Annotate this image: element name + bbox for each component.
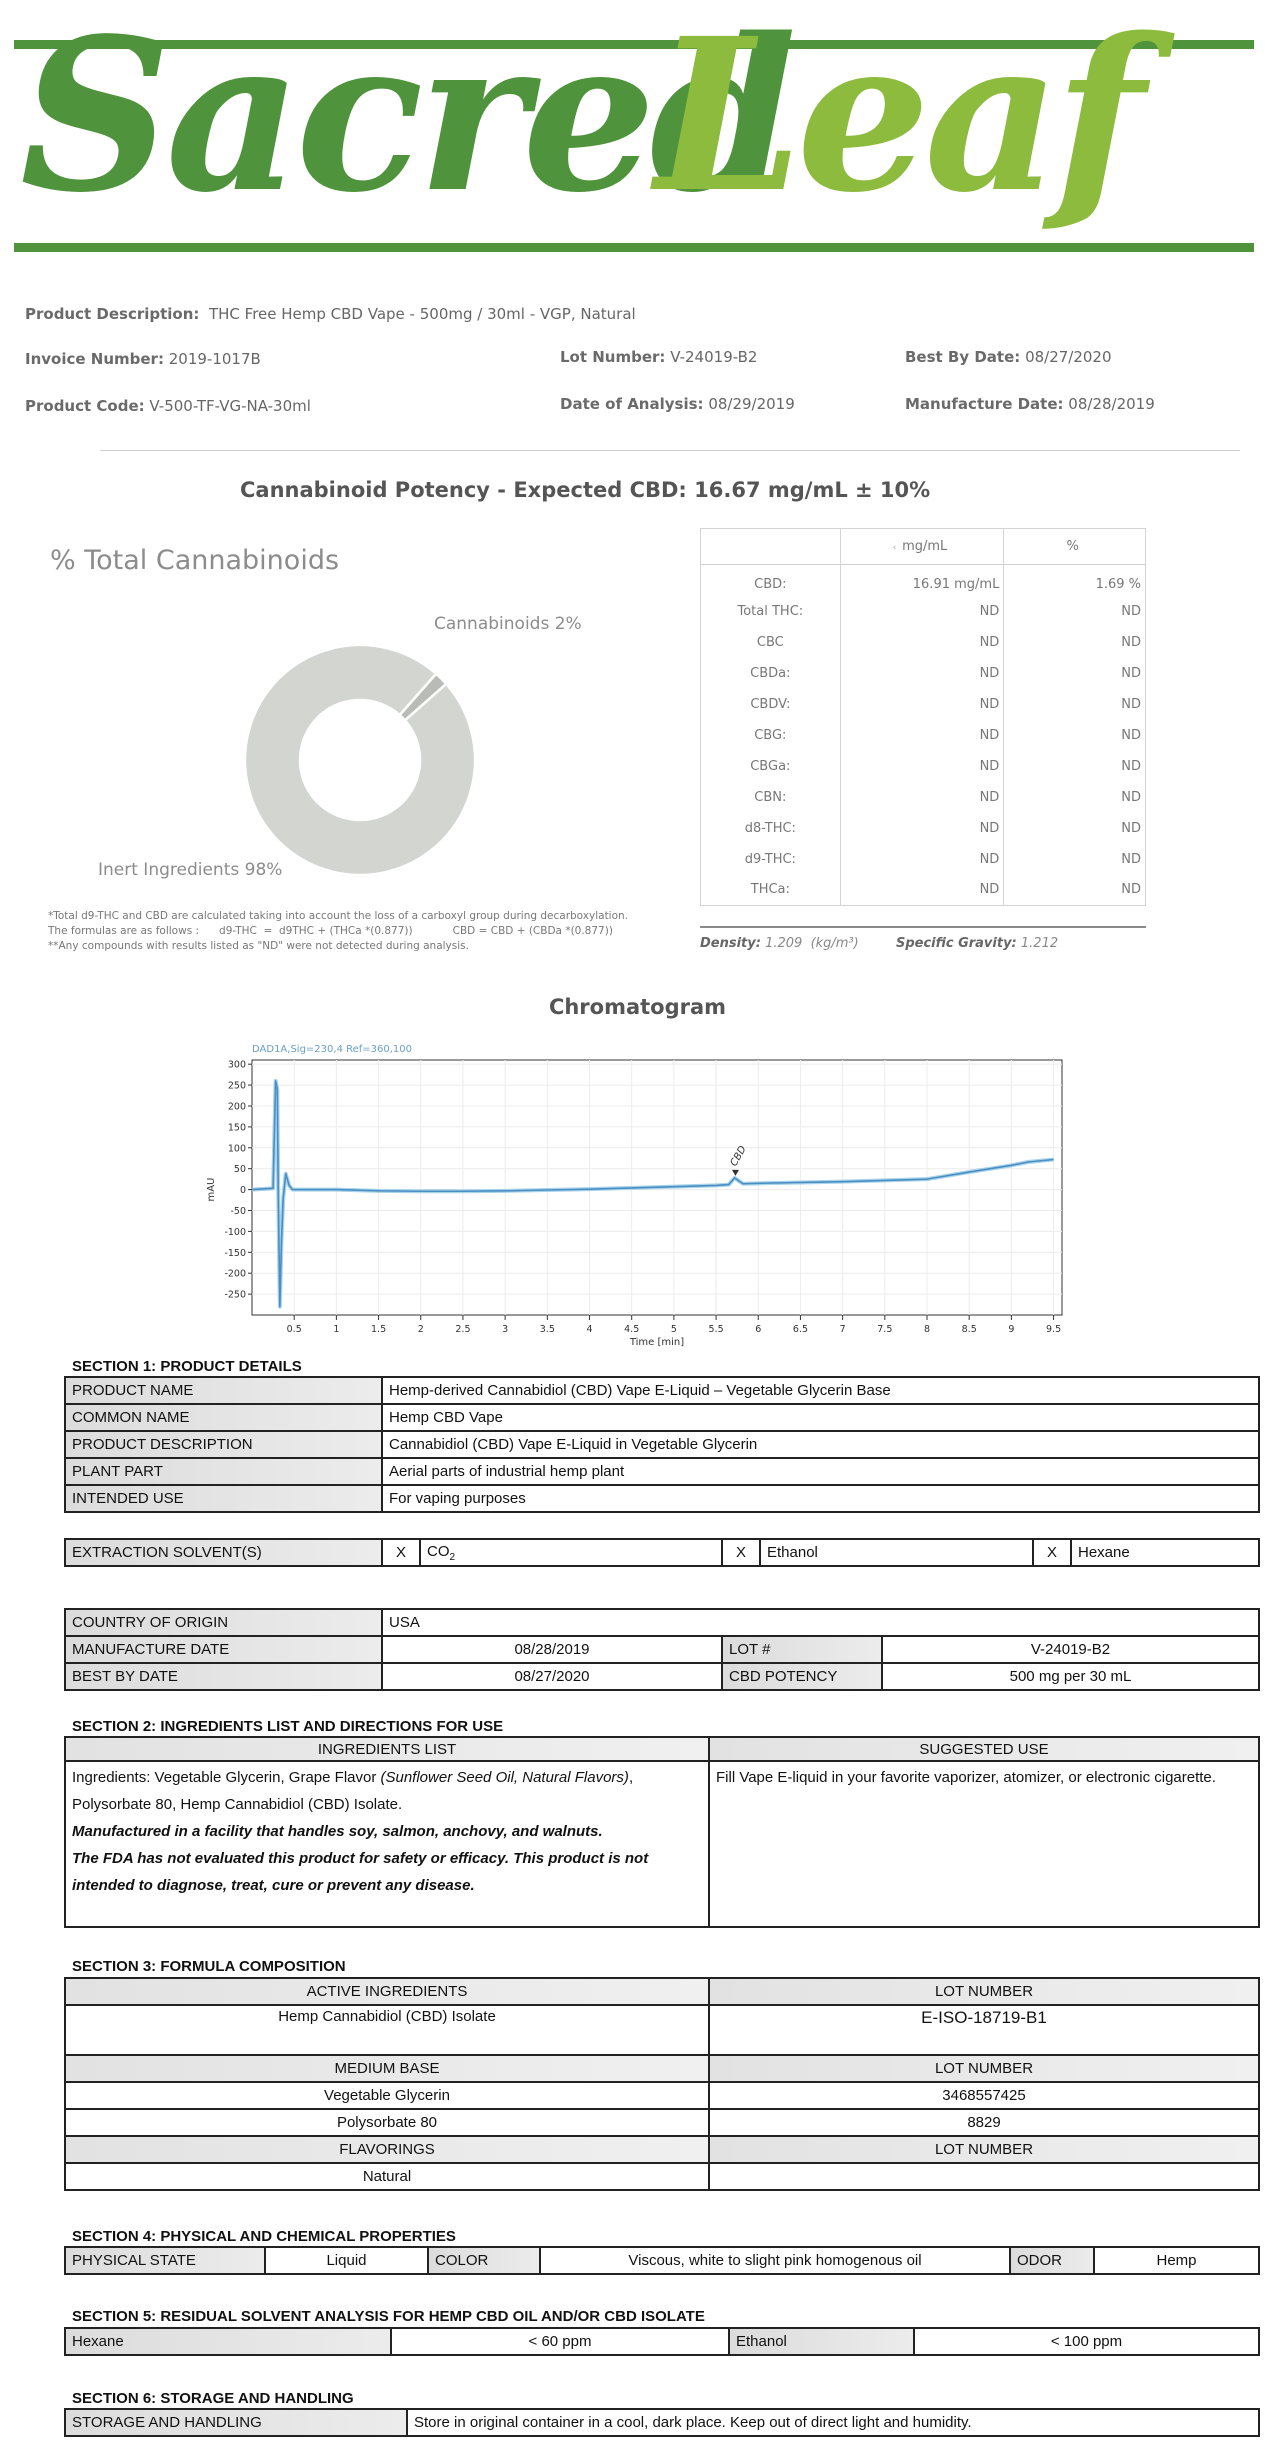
- fda-disclaimer: The FDA has not evaluated this product for safety or efficacy. This product is not intended to diagnose, treat, cure or prevent any disease.: [72, 1850, 649, 1894]
- compound-mgml: ND: [840, 596, 1004, 627]
- x-tick-label: 3.5: [539, 1324, 555, 1335]
- potency-col-pct: %: [1004, 529, 1146, 565]
- origin-table: [64, 1608, 1260, 1691]
- density-line: [700, 926, 1146, 951]
- base-lot-header: LOT NUMBER: [709, 2055, 1259, 2082]
- potency-row: [701, 658, 1146, 689]
- y-tick-label: -200: [224, 1268, 246, 1280]
- y-tick-label: 250: [227, 1080, 246, 1092]
- y-tick-label: -50: [230, 1205, 246, 1217]
- product-code-value: V-500-TF-VG-NA-30ml: [149, 397, 311, 415]
- density-value: 1.209: [765, 936, 803, 951]
- detail-value: For vaping purposes: [382, 1485, 1259, 1512]
- invoice-number-value: 2019-1017B: [168, 350, 261, 368]
- suggested-use-cell: Fill Vape E-liquid in your favorite vaporizer, atomizer, or electronic cigarette.: [709, 1761, 1259, 1927]
- mfg-value: 08/28/2019: [382, 1636, 722, 1663]
- lot-number-label: Lot Number:: [560, 348, 666, 366]
- x-tick-label: 4.5: [624, 1324, 640, 1335]
- country-value: USA: [382, 1609, 1259, 1636]
- compound-name: CBDV:: [701, 689, 841, 720]
- compound-mgml: ND: [840, 658, 1004, 689]
- potency-row: [701, 596, 1146, 627]
- compound-pct: ND: [1121, 758, 1141, 774]
- ingredients-text: Ingredients: Vegetable Glycerin, Grape Flavor: [72, 1769, 381, 1786]
- compound-mgml: ND: [840, 689, 1004, 720]
- x-tick-label: 5.5: [708, 1324, 724, 1335]
- detail-value: Cannabidiol (CBD) Vape E-Liquid in Vegetable Glycerin: [382, 1431, 1259, 1458]
- compound-pct: ND: [1121, 789, 1141, 805]
- formula-table: [64, 1977, 1260, 2191]
- color-label: COLOR: [428, 2247, 540, 2274]
- product-detail-row: [65, 1404, 1259, 1431]
- detail-label: PRODUCT DESCRIPTION: [65, 1431, 382, 1458]
- ethanol-checkmark: X: [722, 1539, 760, 1566]
- logo-bottom-rule: [14, 243, 1254, 252]
- compound-name: CBC: [701, 627, 841, 658]
- flavor-row: [65, 2163, 1259, 2190]
- header-divider: [100, 450, 1240, 451]
- flavor-header: FLAVORINGS: [65, 2136, 709, 2163]
- ingredients-cell: [65, 1761, 709, 1927]
- potency-row: [701, 875, 1146, 906]
- potency-row: [701, 627, 1146, 658]
- manufacture-row: [65, 1636, 1259, 1663]
- state-label: PHYSICAL STATE: [65, 2247, 265, 2274]
- potency-value: 500 mg per 30 mL: [882, 1663, 1259, 1690]
- detail-label: PLANT PART: [65, 1458, 382, 1485]
- compound-pct: ND: [1121, 665, 1141, 681]
- residual-solvent-table: [64, 2327, 1260, 2356]
- y-tick-label: 200: [227, 1101, 246, 1113]
- extraction-solvents-table: [64, 1538, 1260, 1567]
- potency-row: [701, 565, 1146, 596]
- logo-word-sacred: Sacred: [20, 0, 791, 239]
- odor-value: Hemp: [1094, 2247, 1259, 2274]
- ingredients-header-row: [65, 1737, 1259, 1761]
- footnote-3: **Any compounds with results listed as "ND" were not detected during analysis.: [48, 940, 469, 952]
- base-name: Vegetable Glycerin: [65, 2082, 709, 2109]
- x-tick-label: 2: [417, 1324, 424, 1335]
- best-by-row: [65, 1663, 1259, 1690]
- product-description-value: THC Free Hemp CBD Vape - 500mg / 30ml - VGP, Natural: [208, 305, 636, 323]
- flavor-name: Natural: [65, 2163, 709, 2190]
- potency-col-mgml-label: mg/mL: [902, 539, 948, 554]
- x-tick-label: 4: [586, 1324, 593, 1335]
- potency-col-mgml: [840, 529, 1004, 565]
- state-value: Liquid: [265, 2247, 428, 2274]
- ethanol-label: Ethanol: [729, 2328, 914, 2355]
- active-header: ACTIVE INGREDIENTS: [65, 1978, 709, 2005]
- ethanol-value: < 100 ppm: [914, 2328, 1259, 2355]
- physical-properties-table: [64, 2246, 1260, 2275]
- compound-pct: ND: [1121, 634, 1141, 650]
- compound-name: CBN:: [701, 782, 841, 813]
- invoice-number: [25, 350, 261, 368]
- ethanol-solvent: Ethanol: [760, 1539, 1033, 1566]
- chromatogram-subtitle: DAD1A,Sig=230,4 Ref=360,100: [252, 1044, 413, 1055]
- brand-logo: [0, 0, 1275, 270]
- product-details-table: [64, 1376, 1260, 1513]
- potency-row: [701, 751, 1146, 782]
- y-tick-label: 0: [239, 1185, 246, 1197]
- invoice-number-label: Invoice Number:: [25, 350, 164, 368]
- flavor-header-row: [65, 2136, 1259, 2163]
- lot-label: LOT #: [722, 1636, 882, 1663]
- product-detail-row: [65, 1431, 1259, 1458]
- y-tick-label: 150: [227, 1122, 246, 1134]
- density-label: Density:: [700, 936, 761, 951]
- co2-subscript: 2: [449, 1551, 456, 1563]
- compound-name: d8-THC:: [701, 813, 841, 844]
- compound-pct: 1.69 %: [1095, 576, 1141, 592]
- product-description: [25, 305, 636, 323]
- compound-pct: ND: [1121, 851, 1141, 867]
- active-row: [65, 2005, 1259, 2055]
- x-tick-label: 0.5: [286, 1324, 302, 1335]
- donut-label-inert: Inert Ingredients 98%: [98, 860, 283, 880]
- product-detail-row: [65, 1377, 1259, 1404]
- allergen-notice: Manufactured in a facility that handles soy, salmon, anchovy, and walnuts.: [72, 1823, 603, 1840]
- section-1-title: SECTION 1: PRODUCT DETAILS: [72, 1358, 302, 1375]
- sort-caret-icon: ‹: [892, 543, 903, 553]
- compound-name: CBG:: [701, 720, 841, 751]
- x-tick-label: 1.5: [371, 1324, 387, 1335]
- detail-label: INTENDED USE: [65, 1485, 382, 1512]
- ingredients-text-2: , Polysorbate 80, Hemp Cannabidiol (CBD) Isolate.: [72, 1769, 634, 1813]
- donut-chart: [240, 640, 480, 880]
- hexane-solvent: Hexane: [1071, 1539, 1259, 1566]
- detail-label: PRODUCT NAME: [65, 1377, 382, 1404]
- base-header-row: [65, 2055, 1259, 2082]
- base-lot: 8829: [709, 2109, 1259, 2136]
- logo-word-leaf: Leaf: [655, 0, 1139, 239]
- x-tick-label: 9: [1008, 1324, 1015, 1335]
- active-header-row: [65, 1978, 1259, 2005]
- chromatogram-title: Chromatogram: [548, 995, 727, 1019]
- detail-value: Aerial parts of industrial hemp plant: [382, 1458, 1259, 1485]
- detail-value: Hemp-derived Cannabidiol (CBD) Vape E-Liquid – Vegetable Glycerin Base: [382, 1377, 1259, 1404]
- mfg-label: MANUFACTURE DATE: [65, 1636, 382, 1663]
- product-description-label: Product Description:: [25, 305, 200, 323]
- potency-col-compound: [701, 529, 841, 565]
- date-of-analysis: [560, 395, 795, 413]
- co2-checkmark: X: [382, 1539, 420, 1566]
- compound-name: THCa:: [701, 875, 841, 906]
- compound-mgml: ND: [840, 844, 1004, 875]
- best-label: BEST BY DATE: [65, 1663, 382, 1690]
- hexane-checkmark: X: [1033, 1539, 1071, 1566]
- extraction-label: EXTRACTION SOLVENT(S): [65, 1539, 382, 1566]
- product-detail-row: [65, 1485, 1259, 1512]
- specific-gravity-label: Specific Gravity:: [895, 936, 1017, 951]
- co2-solvent: [420, 1539, 722, 1566]
- compound-pct: ND: [1121, 603, 1141, 619]
- compound-mgml: ND: [840, 627, 1004, 658]
- detail-value: Hemp CBD Vape: [382, 1404, 1259, 1431]
- footnote-1: *Total d9-THC and CBD are calculated taking into account the loss of a carboxyl group during decarboxylation.: [48, 910, 629, 922]
- residual-row: [65, 2328, 1259, 2355]
- section-6-title: SECTION 6: STORAGE AND HANDLING: [72, 2390, 354, 2407]
- best-by-date-value: 08/27/2020: [1025, 348, 1112, 366]
- compound-name: CBDa:: [701, 658, 841, 689]
- potency-table: [700, 528, 1146, 906]
- peak-label: CBD: [728, 1144, 749, 1169]
- storage-table: [64, 2408, 1260, 2437]
- hexane-value: < 60 ppm: [391, 2328, 729, 2355]
- base-row: [65, 2082, 1259, 2109]
- ingredients-header: INGREDIENTS LIST: [65, 1737, 709, 1761]
- y-axis-label: mAU: [206, 1177, 217, 1202]
- chromatogram-chart: [200, 1030, 1080, 1348]
- y-tick-label: -150: [224, 1247, 246, 1259]
- ingredients-table: [64, 1736, 1260, 1928]
- y-tick-label: 300: [227, 1059, 246, 1071]
- compound-name: CBGa:: [701, 751, 841, 782]
- compound-pct: ND: [1121, 820, 1141, 836]
- base-lot: 3468557425: [709, 2082, 1259, 2109]
- potency-row: [701, 720, 1146, 751]
- compound-mgml: ND: [840, 720, 1004, 751]
- odor-label: ODOR: [1010, 2247, 1094, 2274]
- product-code: [25, 397, 311, 415]
- compound-mgml: ND: [840, 751, 1004, 782]
- active-lot-header: LOT NUMBER: [709, 1978, 1259, 2005]
- y-tick-label: 100: [227, 1143, 246, 1155]
- lot-number-value: V-24019-B2: [670, 348, 758, 366]
- compound-mgml: ND: [840, 813, 1004, 844]
- flavor-components: (Sunflower Seed Oil, Natural Flavors): [380, 1769, 629, 1786]
- ingredients-body-row: [65, 1761, 1259, 1927]
- x-tick-label: 6: [755, 1324, 762, 1335]
- suggested-use-header: SUGGESTED USE: [709, 1737, 1259, 1761]
- compound-mgml: ND: [840, 875, 1004, 906]
- manufacture-date-label: Manufacture Date:: [905, 395, 1064, 413]
- manufacture-date-value: 08/28/2019: [1068, 395, 1155, 413]
- storage-label: STORAGE AND HANDLING: [65, 2409, 407, 2436]
- x-tick-label: 6.5: [792, 1324, 808, 1335]
- extraction-row: [65, 1539, 1259, 1566]
- base-header: MEDIUM BASE: [65, 2055, 709, 2082]
- country-row: [65, 1609, 1259, 1636]
- date-of-analysis-value: 08/29/2019: [708, 395, 795, 413]
- detail-label: COMMON NAME: [65, 1404, 382, 1431]
- donut-chart-title: % Total Cannabinoids: [50, 545, 340, 576]
- section-3-title: SECTION 3: FORMULA COMPOSITION: [72, 1958, 346, 1975]
- density-unit: (kg/m³): [810, 936, 859, 951]
- product-detail-row: [65, 1458, 1259, 1485]
- potency-label: CBD POTENCY: [722, 1663, 882, 1690]
- compound-mgml: ND: [840, 782, 1004, 813]
- section-5-title: SECTION 5: RESIDUAL SOLVENT ANALYSIS FOR HEMP CBD OIL AND/OR CBD ISOLATE: [72, 2308, 705, 2325]
- product-code-label: Product Code:: [25, 397, 145, 415]
- y-tick-label: -100: [224, 1226, 246, 1238]
- y-tick-label: 50: [233, 1164, 246, 1176]
- x-tick-label: 1: [333, 1324, 340, 1335]
- potency-title: Cannabinoid Potency - Expected CBD: 16.67 mg/mL ± 10%: [240, 478, 931, 502]
- potency-row: [701, 782, 1146, 813]
- section-4-title: SECTION 4: PHYSICAL AND CHEMICAL PROPERTIES: [72, 2228, 456, 2245]
- manufacture-date: [905, 395, 1155, 413]
- flavor-lot: [709, 2163, 1259, 2190]
- compound-name: Total THC:: [701, 596, 841, 627]
- compound-pct: ND: [1121, 882, 1141, 898]
- active-lot: E-ISO-18719-B1: [709, 2005, 1259, 2055]
- y-tick-label: -250: [224, 1289, 246, 1301]
- compound-mgml: 16.91 mg/mL: [840, 565, 1004, 596]
- section-2-title: SECTION 2: INGREDIENTS LIST AND DIRECTIONS FOR USE: [72, 1718, 504, 1735]
- x-tick-label: 8: [923, 1324, 931, 1335]
- x-tick-label: 3: [502, 1324, 509, 1335]
- base-name: Polysorbate 80: [65, 2109, 709, 2136]
- country-label: COUNTRY OF ORIGIN: [65, 1609, 382, 1636]
- compound-pct: ND: [1121, 727, 1141, 743]
- compound-name: d9-THC:: [701, 844, 841, 875]
- compound-name: CBD:: [701, 565, 841, 596]
- best-by-date: [905, 348, 1112, 366]
- date-of-analysis-label: Date of Analysis:: [560, 395, 704, 413]
- footnote-2: The formulas are as follows : d9-THC = d9THC + (THCa *(0.877)) CBD = CBD + (CBDa *(0.877)): [48, 925, 613, 937]
- x-tick-label: 2.5: [455, 1324, 471, 1335]
- x-tick-label: 7.5: [877, 1324, 893, 1335]
- co2-name: CO: [427, 1542, 450, 1560]
- hexane-label: Hexane: [65, 2328, 391, 2355]
- lot-number: [560, 348, 757, 366]
- x-tick-label: 7: [839, 1324, 846, 1335]
- lot-value: V-24019-B2: [882, 1636, 1259, 1663]
- x-axis-label: Time [min]: [629, 1337, 685, 1348]
- storage-row: [65, 2409, 1259, 2436]
- specific-gravity-value: 1.212: [1020, 936, 1059, 951]
- best-value: 08/27/2020: [382, 1663, 722, 1690]
- potency-table-header: [701, 529, 1146, 565]
- x-tick-label: 9.5: [1046, 1324, 1062, 1335]
- potency-row: [701, 813, 1146, 844]
- flavor-lot-header: LOT NUMBER: [709, 2136, 1259, 2163]
- color-value: Viscous, white to slight pink homogenous oil: [540, 2247, 1010, 2274]
- potency-row: [701, 689, 1146, 720]
- x-tick-label: 8.5: [961, 1324, 977, 1335]
- x-tick-label: 5: [670, 1324, 677, 1335]
- physical-row: [65, 2247, 1259, 2274]
- base-row: [65, 2109, 1259, 2136]
- compound-pct: ND: [1121, 696, 1141, 712]
- storage-value: Store in original container in a cool, dark place. Keep out of direct light and humidity.: [407, 2409, 1259, 2436]
- best-by-date-label: Best By Date:: [905, 348, 1021, 366]
- active-name: Hemp Cannabidiol (CBD) Isolate: [65, 2005, 709, 2055]
- donut-label-cannabinoids: Cannabinoids 2%: [434, 614, 582, 634]
- potency-row: [701, 844, 1146, 875]
